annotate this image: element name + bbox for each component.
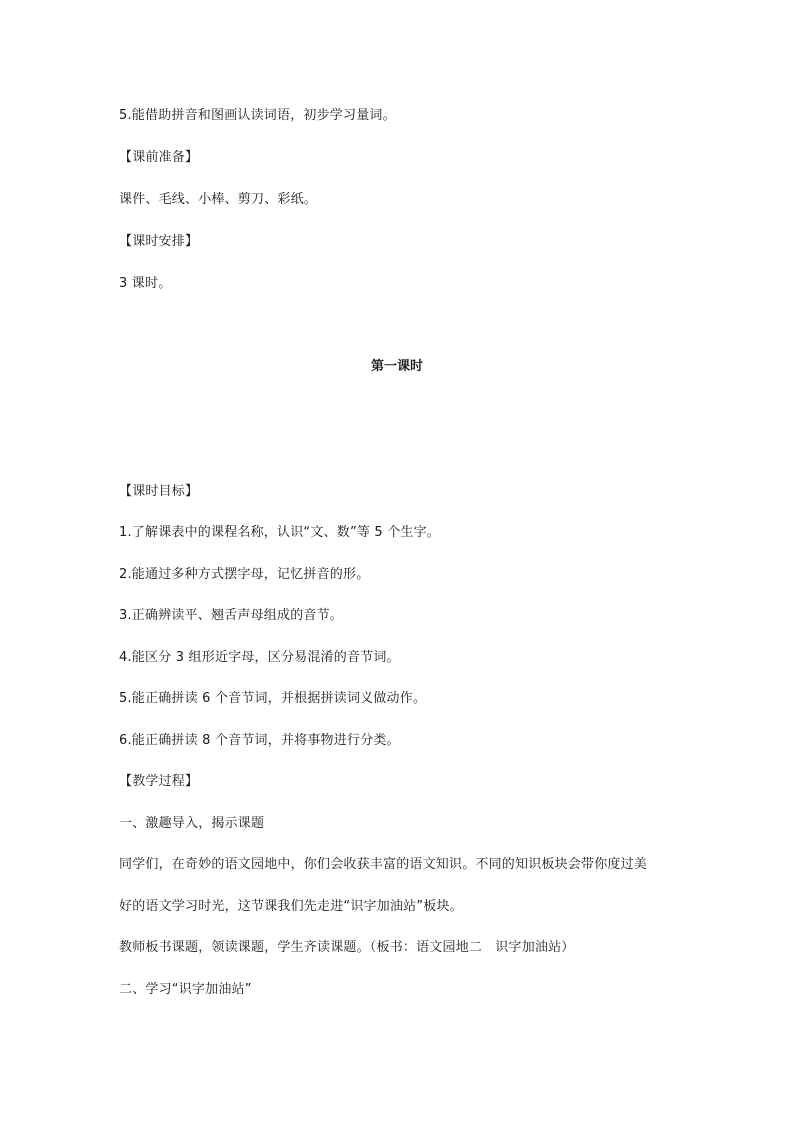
heading-schedule: 【课时安排】 — [119, 234, 199, 249]
paragraph-line-1: 同学们，在奇妙的语文园地中，你们会收获丰富的语文知识。不同的知识板块会带你度过美 — [119, 857, 648, 872]
goal-3: 3.正确辨读平、翘舌声母组成的音节。 — [119, 608, 344, 623]
heading-preparation: 【课前准备】 — [119, 150, 199, 165]
heading-lesson-goals: 【课时目标】 — [119, 484, 199, 499]
goal-4: 4.能区分 3 组形近字母，区分易混淆的音节词。 — [119, 650, 400, 665]
section-title: 第一课时 — [370, 359, 423, 374]
paragraph-line-2: 好的语文学习时光，这节课我们先走进“识字加油站”板块。 — [119, 899, 463, 914]
heading-teaching-process: 【教学过程】 — [119, 774, 199, 789]
schedule-text: 3 课时。 — [119, 276, 172, 291]
goal-5: 5.能正确拼读 6 个音节词，并根据拼读词义做动作。 — [119, 691, 427, 706]
objective-5: 5.能借助拼音和图画认读词语，初步学习量词。 — [119, 108, 396, 123]
goal-6: 6.能正确拼读 8 个音节词，并将事物进行分类。 — [119, 733, 400, 748]
step-2-title: 二、学习“识字加油站” — [119, 982, 252, 997]
paragraph-line-3: 教师板书课题，领读课题，学生齐读课题。（板书：语文园地二 识字加油站） — [119, 940, 575, 955]
preparation-materials: 课件、毛线、小棒、剪刀、彩纸。 — [119, 192, 318, 207]
step-1-title: 一、激趣导入，揭示课题 — [119, 816, 265, 831]
goal-2: 2.能通过多种方式摆字母，记忆拼音的形。 — [119, 567, 370, 582]
goal-1: 1.了解课表中的课程名称，认识“文、数”等 5 个生字。 — [119, 525, 441, 540]
